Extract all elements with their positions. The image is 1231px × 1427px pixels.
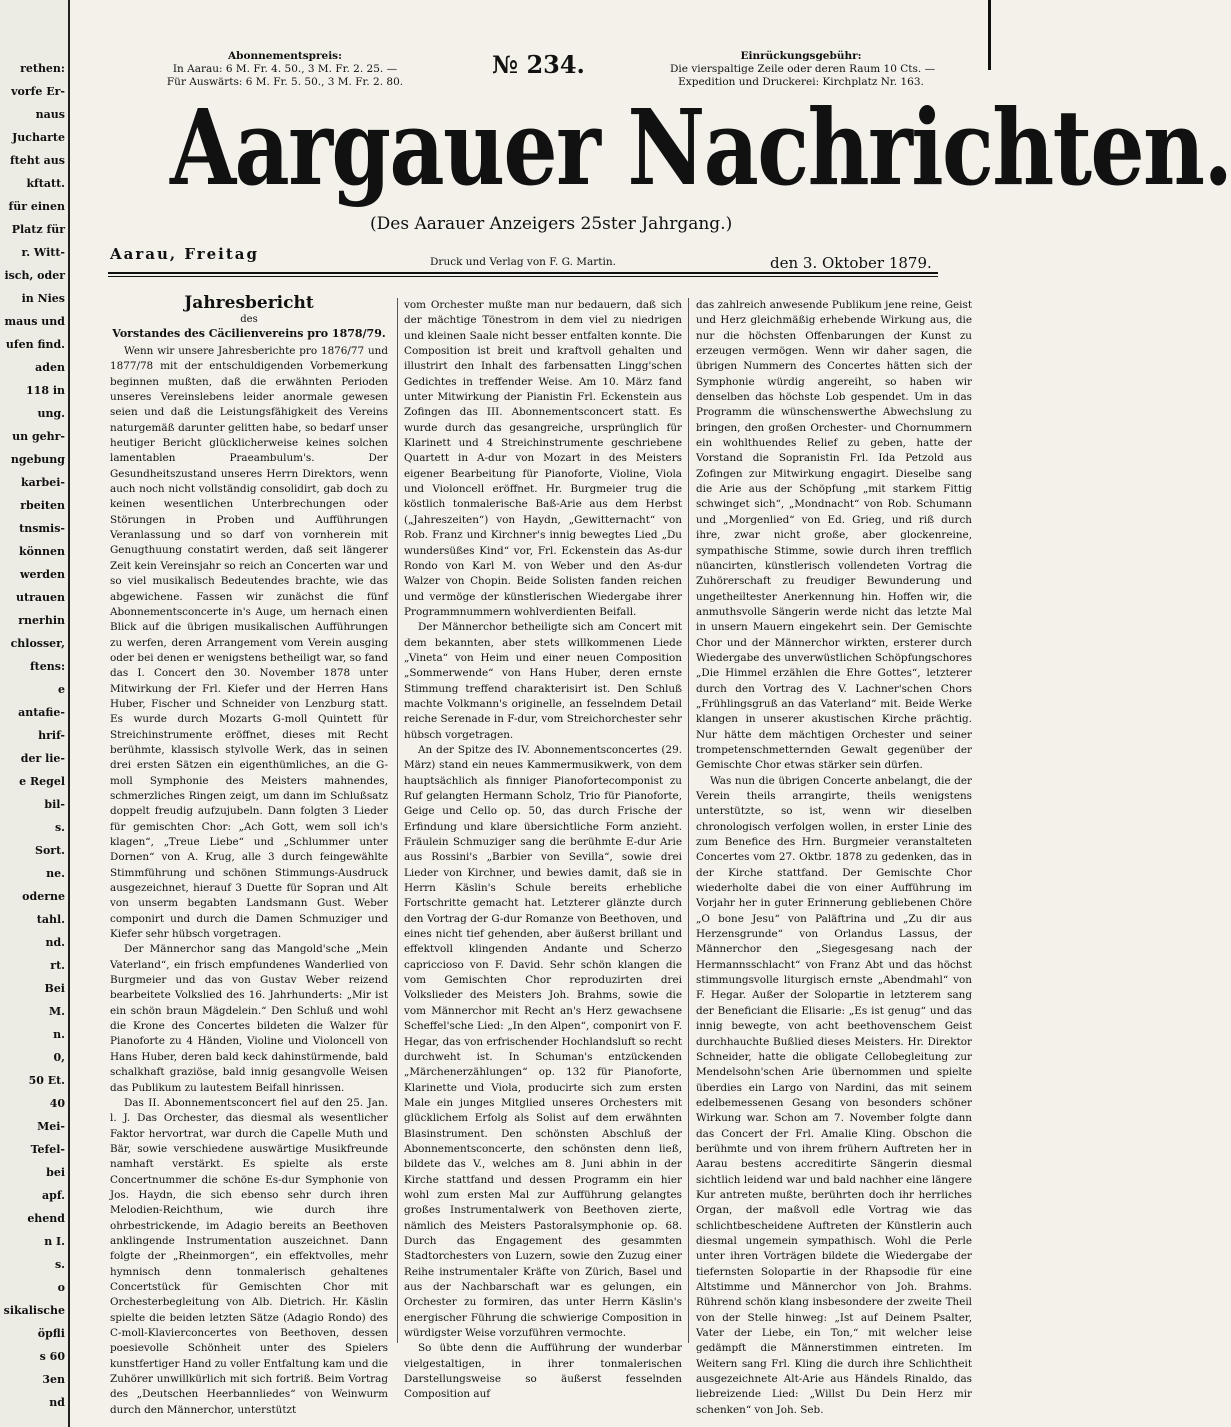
edge-mark (988, 0, 991, 70)
strip-fragment: rnerhin (18, 614, 65, 627)
strip-fragment: Tefel- (30, 1143, 65, 1156)
strip-fragment: für einen (8, 200, 65, 213)
subscription-line-1: In Aarau: 6 M. Fr. 4. 50., 3 M. Fr. 2. 25. — (172, 63, 398, 75)
ad-rates-title: Einrückungsgebühr: (740, 50, 862, 62)
strip-fragment: 118 in (26, 384, 65, 397)
paragraph: vom Orchester mußte man nur bedauern, daß sich der mächtige Tönestrom in dem viel zu niedrigen und kleinen Saale nicht besser entfalten konnte. Die Composition ist breit und kraftvoll gehalten und illustrirt den Inhalt des farbensatten Lingg'schen Gedichtes in treffender Weise. Am 10. März fand unter Mitwirkung der Pianistin Frl. Eckenstein aus Zofingen das III. Abonnementsconcert statt. Es wurde durch das gesangreiche, ursprünglich für Klarinett und 4 Streichinstrumente geschriebene Quartett in A-dur von Mozart in des Meisters eigener Bearbeitung für Pianoforte, Violine, Viola und Violoncell eröffnet. Hr. Burgmeier trug die köstlich tonmalerische Baß-Arie aus dem Herbst („Jahreszeiten“) von Haydn, „Gewitternacht“ von Rob. Franz und Kirchner's innig bewegtes Lied „Du wundersüßes Kind“ vor, Frl. Eckenstein das As-dur Rondo von Karl M. von Weber und den As-dur Walzer von Chopin. Beide Solisten fanden reichen und vermöge der künstlerischen Wiedergabe ihrer Programmnummern wohlverdienten Beifall. (404, 299, 682, 618)
place-day: Aarau, Freitag (110, 245, 259, 263)
previous-page-strip (0, 0, 70, 1427)
strip-fragment: fteht aus (9, 154, 65, 167)
article-column-3-text (696, 298, 972, 1418)
issue-date: den 3. Oktober 1879. (770, 254, 932, 272)
strip-fragment: ung. (37, 407, 65, 420)
strip-fragment: rt. (50, 959, 65, 972)
strip-fragment: n I. (44, 1235, 65, 1248)
strip-fragment: Sort. (35, 844, 65, 857)
strip-fragment: karbei- (21, 476, 65, 489)
publisher-line: Druck und Verlag von F. G. Martin. (430, 256, 616, 268)
strip-fragment: isch, oder (4, 269, 65, 282)
strip-fragment: apf. (42, 1189, 65, 1202)
column-2 (404, 298, 682, 1403)
strip-fragment: werden (20, 568, 65, 581)
strip-fragment: tahl. (36, 913, 65, 926)
masthead-title: Aargauer Nachrichten. (170, 86, 1231, 209)
strip-fragment: nd (49, 1396, 65, 1409)
article-title-des: des (240, 314, 258, 325)
strip-fragment: sikalische (3, 1304, 65, 1317)
strip-fragment: hrif- (38, 729, 65, 742)
strip-fragment: e Regel (19, 775, 65, 788)
column-divider-2 (688, 298, 689, 1343)
article-title: Jahresbericht (184, 293, 314, 313)
strip-fragment: bil- (44, 798, 65, 811)
strip-fragment: 0, (53, 1051, 65, 1064)
strip-fragment: der lie- (20, 752, 65, 765)
header-rule-top (108, 272, 938, 274)
paragraph: An der Spitze des IV. Abonnementsconcertes (29. März) stand ein neues Kammermusikwerk, von dem hauptsächlich als finniger Pianofortecomponist zu Ruf gelangten Hermann Scholz, Trio für Pianoforte, Geige und Cello op. 50, das durch Frische der Erfindung und klare übersichtliche Form anzieht. Fräulein Schmuziger sang die berühmte E-dur Arie aus Rossini's „Barbier von Sevilla“, sowie drei Lieder von Kirchner, und bewies damit, daß sie in Herrn Käslin's Schule bereits erhebliche Fortschritte gemacht hat. Letzterer glänzte durch den Vortrag der G-dur Romanze von Beethoven, und eines nicht tief gehenden, aber äußerst brillant und effektvoll klingenden Andante und Scherzo capriccioso von F. David. Sehr schön klangen die vom Gemischten Chor reproduzirten drei Volkslieder des Meisters Joh. Brahms, sowie die vom Männerchor mit Recht an's Herz gewachsene Scheffel'sche Lied: „In den Alpen“, componirt von F. Hegar, das von erfrischender Hochlandsluft so recht durchweht ist. In Schuman's entzückenden „Märchenerzählungen“ op. 132 für Pianoforte, Klarinette und Viola, producirte sich zum ersten Male ein junges Mitglied unseres Orchesters mit glücklichem Erfolg als Solist auf dem erwähnten Blasinstrument. Den schönsten Abschluß der Abonnementsconcerte, den schönsten denn ließ, bildete das V., welches am 8. Juni abhin in der Kirche stattfand und dessen Programm ein hier wohl zum ersten Mal zur Aufführung gelangtes großes Instrumentalwerk von Beethoven zierte, nämlich des Meisters Pastoralsymphonie op. 68. Durch das Engagement des gesammten Stadtorchesters von Luzern, sowie den Zuzug einer Reihe instrumentaler Kräfte von Zürich, Basel und aus der Nachbarschaft war es gelungen, ein Orchester zu formiren, das unter Herrn Käslin's energischer Führung die schwierige Composition in würdigster Weise vorzuführen vermochte. (404, 743, 682, 1340)
strip-fragment: vorfe Er- (11, 85, 65, 98)
strip-fragment: bei (46, 1166, 65, 1179)
ad-rates-line-2: Expedition und Druckerei: Kirchplatz Nr. 163. (678, 76, 924, 88)
strip-fragment: naus (35, 108, 65, 121)
strip-fragment: tnsmis- (19, 522, 65, 535)
subscription-price-block (150, 50, 420, 89)
strip-fragment: n. (53, 1028, 65, 1041)
strip-fragment: in Nies (21, 292, 65, 305)
strip-fragment: utrauen (16, 591, 65, 604)
strip-fragment: r. Witt- (21, 246, 65, 259)
strip-fragment: o (57, 1281, 65, 1294)
paragraph: Der Männerchor sang das Mangold'sche „Mein Vaterland“, ein frisch empfundenes Wanderlied von Burgmeier und das von Gustav Weber reizend bearbeitete Volkslied des 16. Jahrhunderts: „Mir ist ein schön braun Mägdelein.“ Den Schluß und wohl die Krone des Concertes bildeten die Walzer für Pianoforte zu 4 Händen, Violine und Violoncell von Hans Huber, deren bald keck dahinstürmende, bald schalkhaft graziöse, bald innig gesangvolle Weisen das Publikum zu lautestem Beifall hinrissen. (110, 943, 388, 1094)
subscription-line-2: Für Auswärts: 6 M. Fr. 5. 50., 3 M. Fr. 2. 80. (166, 76, 404, 88)
strip-fragment: s. (54, 1258, 65, 1271)
strip-fragment: rethen: (20, 62, 65, 75)
paragraph: Was nun die übrigen Concerte anbelangt, die der Verein theils arrangirte, theils wenigstens unterstützte, so ist, wenn wir dieselben chronologisch verfolgen wollen, in erster Linie des zum Benefice des Hrn. Burgmeier veranstalteten Concertes vom 27. Oktbr. 1878 zu gedenken, das in der Kirche stattfand. Der Gemischte Chor wiederholte dabei die von einer Aufführung im Vorjahr her in guter Erinnerung gebliebenen Chöre „O bone Jesu“ von Paläftrina und „Zu dir aus Herzensgrunde“ von Orlandus Lassus, der Männerchor den „Siegesgesang nach der Hermannsschlacht“ von Franz Abt und das höchst stimmungsvolle liturgisch ernste „Abendmahl“ von F. Hegar. Außer der Solopartie in letzterem sang der Beneficiant die Elisarie: „Es ist genug“ und das innig bewegte, von acht beethovenschem Geist durchhauchte Bußlied dieses Meisters. Hr. Direktor Schneider, hatte die obligate Cellobegleitung zur Mendelsohn'schen Arie übernommen und spielte überdies ein Largo von Nardini, das mit seinem edelbemessenen Gesang von besonders schöner Wirkung war. Schon am 7. November folgte dann das Concert der Frl. Amalie Kling. Obschon die berühmte und von ihrem frühern Auftreten her in Aarau bestens accreditirte Sängerin diesmal sichtlich leidend war und bald nachher eine längere Kur antreten mußte, berührten doch ihr herrliches Organ, der maßvoll edle Vortrag wie das schlichtbescheidene Auftreten der Künstlerin auch diesmal ungemein sympathisch. Wohl die Perle unter ihren Vorträgen bildete die Wiedergabe der tiefernsten Solopartie in der Rhapsodie für eine Altstimme und Männerchor von Joh. Brahms. Rührend schön klang insbesondere der zweite Theil von der Stelle hinweg: „Ist auf Deinem Psalter, Vater der Liebe, ein Ton,“ mit welcher leise gedämpft die Männerstimmen eintreten. Im Weitern sang Frl. Kling die durch ihre Schlichtheit ausgezeichnete Alt-Arie aus Händels Rinaldo, das liebreizende Lied: „Willst Du Dein Herz mir schenken“ von Joh. Seb. (696, 774, 972, 1416)
article-subtitle: Vorstandes des Cäcilienvereins pro 1878/79. (112, 327, 386, 340)
strip-fragment: chlosser, (10, 637, 65, 650)
paragraph: Wenn wir unsere Jahresberichte pro 1876/77 und 1877/78 mit der entschuldigenden Vorbemerkung beginnen mußten, daß die erwähnten Perioden unseres Vereinslebens leider anormale gewesen seien und daß die Leistungsfähigkeit des Vereins naturgemäß darunter gelitten habe, so bedarf unser heutiger Bericht glücklicherweise keines solchen lamentablen Praeambulum's. Der Gesundheitszustand unseres Herrn Direktors, wenn auch noch nicht vollständig consolidirt, gab doch zu keinen wesentlichen Unterbrechungen oder Störungen in Proben und Aufführungen Veranlassung und so darf von vornherein mit Genugthuung constatirt werden, daß seit längerer Zeit kein Vereinsjahr so reich an Concerten war und so viel musikalisch Bedeutendes brachte, wie das abgewichene. Fassen wir zunächst die fünf Abonnementsconcerte in's Auge, um hernach einen Blick auf die übrigen musikalischen Aufführungen zu werfen, deren Arrangement vom Verein ausging oder bei denen er wenigstens betheiligt war, so fand das I. Concert den 30. November 1878 unter Mitwirkung der Frl. Kiefer und der Herren Hans Huber, Fischer und Schneider von Lenzburg statt. Es wurde durch Mozarts G-moll Quintett für Streichinstrumente eröffnet, dieses mit Recht berühmte, klassisch stylvolle Werk, das in seinen drei ersten Sätzen ein eigenthümliches, an die G-moll Symphonie des Meisters mahnendes, schmerzliches Ringen zeigt, um dann im Schlußsatz doppelt freudig aufzujubeln. Dann folgten 3 Lieder für gemischten Chor: „Ach Gott, wem soll ich's klagen“, „Treue Liebe“ und „Schlummer unter Dornen“ von A. Krug, alle 3 durch feingewählte Stimmführung und schönen Stimmungs-Ausdruck ausgezeichnet, hierauf 3 Duette für Sopran und Alt von unserm begabten Landsmann Gust. Weber componirt und durch die Damen Schmuziger und Kiefer sehr hübsch vorgetragen. (110, 345, 388, 941)
strip-fragment: rbeiten (20, 499, 65, 512)
paragraph: Das II. Abonnementsconcert fiel auf den 25. Jan. l. J. Das Orchester, das diesmal als wesentlicher Faktor hervortrat, war durch die Capelle Muth und Bär, sowie verschiedene auswärtige Musikfreunde namhaft verstärkt. Es spielte als erste Concertnummer die schöne Es-dur Symphonie von Jos. Haydn, die sich ebenso sehr durch ihren Melodien-Reichthum, wie durch ihre ohrbestrickende, im Adagio bereits an Beethoven anklingende Instrumentation auszeichnet. Dann folgte der „Rheinmorgen“, ein effektvolles, mehr hymnisch denn tonmalerisch gehaltenes Concertstück für Gemischten Chor mit Orchesterbegleitung von Alb. Dietrich. Hr. Käslin spielte die beiden letzten Sätze (Adagio Rondo) des C-moll-Klavierconcertes von Beethoven, dessen poesievolle Schönheit unter des Spielers kunstfertiger Hand zu voller Entfaltung kam und die Zuhörer unwillkürlich mit sich fortriß. Beim Vortrag des „Deutschen Heerbannliedes“ von Weinwurm durch den Männerchor, unterstützt (110, 1096, 388, 1416)
strip-fragment: e (58, 683, 65, 696)
strip-fragment: antafie- (18, 706, 65, 719)
article-column-2-text (404, 298, 682, 1403)
strip-fragment: ehend (27, 1212, 65, 1225)
strip-fragment: s 60 (39, 1350, 65, 1363)
column-3 (696, 298, 972, 1418)
column-divider-1 (397, 298, 398, 1343)
column-1 (110, 292, 388, 1418)
strip-fragment: maus und (4, 315, 65, 328)
strip-fragment: kftatt. (26, 177, 65, 190)
strip-fragment: 40 (49, 1097, 65, 1110)
ad-rates-line-1: Die vierspaltige Zeile oder deren Raum 10 Cts. — (670, 63, 936, 75)
header-rule-bottom (108, 276, 938, 277)
strip-fragment: nd. (45, 936, 65, 949)
paragraph: das zahlreich anwesende Publikum jene reine, Geist und Herz gleichmäßig erhebende Wirkung aus, die nur die höchsten Offenbarungen der Kunst zu erzeugen vermögen. Wenn wir daher sagen, die übrigen Nummern des Concertes hätten sich der Symphonie würdig angereiht, so haben wir denselben das höchste Lob gespendet. Um in das Programm die wünschenswerthe Abwechslung zu bringen, den großen Orchester- und Chornummern ein wohlthuendes Relief zu geben, hatte der Vorstand die Sopranistin Frl. Ida Petzold aus Zofingen zur Mitwirkung engagirt. Dieselbe sang die Arie aus der Schöpfung „mit starkem Fittig schwinget sich“, „Mondnacht“ von Rob. Schumann und „Morgenlied“ von Ed. Grieg, und riß durch ihre, zwar nicht große, aber glockenreine, sympathische Stimme, sowie durch ihren trefflich nüancirten, künstlerisch vollendeten Vortrag die Zuhörerschaft zu freudiger Bewunderung und ungetheiltester Anerkennung hin. Hoffen wir, die anmuthsvolle Sängerin werde nicht das letzte Mal in unsern Mauern eingekehrt sein. Der Gemischte Chor und der Männerchor wirkten, ersterer durch Wiedergabe des unverwüstlichen Schöpfungschores „Die Himmel erzählen die Ehre Gottes“, letzterer durch den Vortrag des V. Lachner'schen Chors „Frühlingsgruß an das Vaterland“ mit. Beide Werke klangen in unserer akustischen Kirche prächtig. Nur hätte dem mächtigen Orchester und seiner trompetenschmetternden Gewalt gegenüber der Gemischte Chor etwas stärker sein dürfen. (696, 299, 972, 772)
strip-fragment: ne. (46, 867, 65, 880)
strip-fragment: öpfli (37, 1327, 65, 1340)
strip-fragment: 3en (42, 1373, 65, 1386)
strip-fragment: oderne (22, 890, 65, 903)
article-column-1-text (110, 344, 388, 1418)
strip-fragment: ngebung (10, 453, 65, 466)
strip-fragment: un gehr- (12, 430, 65, 443)
strip-fragment: aden (35, 361, 65, 374)
paragraph: So übte denn die Aufführung der wunderbar vielgestaltigen, in ihrer tonmalerischen Darstellungsweise so äußerst fesselnden Composition auf (404, 1342, 682, 1401)
strip-fragment: Bei (44, 982, 65, 995)
strip-fragment: ftens: (29, 660, 65, 673)
newspaper-page (70, 0, 1231, 1427)
strip-fragment: ufen find. (5, 338, 65, 351)
strip-fragment: können (19, 545, 65, 558)
strip-fragment: Jucharte (12, 131, 65, 144)
strip-fragment: s. (54, 821, 65, 834)
masthead-subtitle: (Des Aarauer Anzeigers 25ster Jahrgang.) (370, 214, 733, 234)
advertising-rates-block (670, 50, 936, 89)
issue-number: № 234. (492, 50, 585, 79)
paragraph: Der Männerchor betheiligte sich am Concert mit dem bekannten, aber stets willkommenen Liede „Vineta“ von Heim und einer neuen Composition „Sommerwende“ von Hans Huber, deren ernste Stimmung treffend charakterisirt ist. Den Schluß machte Volkmann's originelle, an fesselndem Detail reiche Serenade in F-dur, vom Streichorchester sehr hübsch vorgetragen. (404, 621, 682, 741)
strip-fragment: Mei- (37, 1120, 65, 1133)
strip-fragment: 50 Et. (28, 1074, 65, 1087)
strip-fragment: M. (48, 1005, 65, 1018)
strip-fragment: Platz für (11, 223, 65, 236)
subscription-title: Abonnementspreis: (228, 50, 342, 62)
